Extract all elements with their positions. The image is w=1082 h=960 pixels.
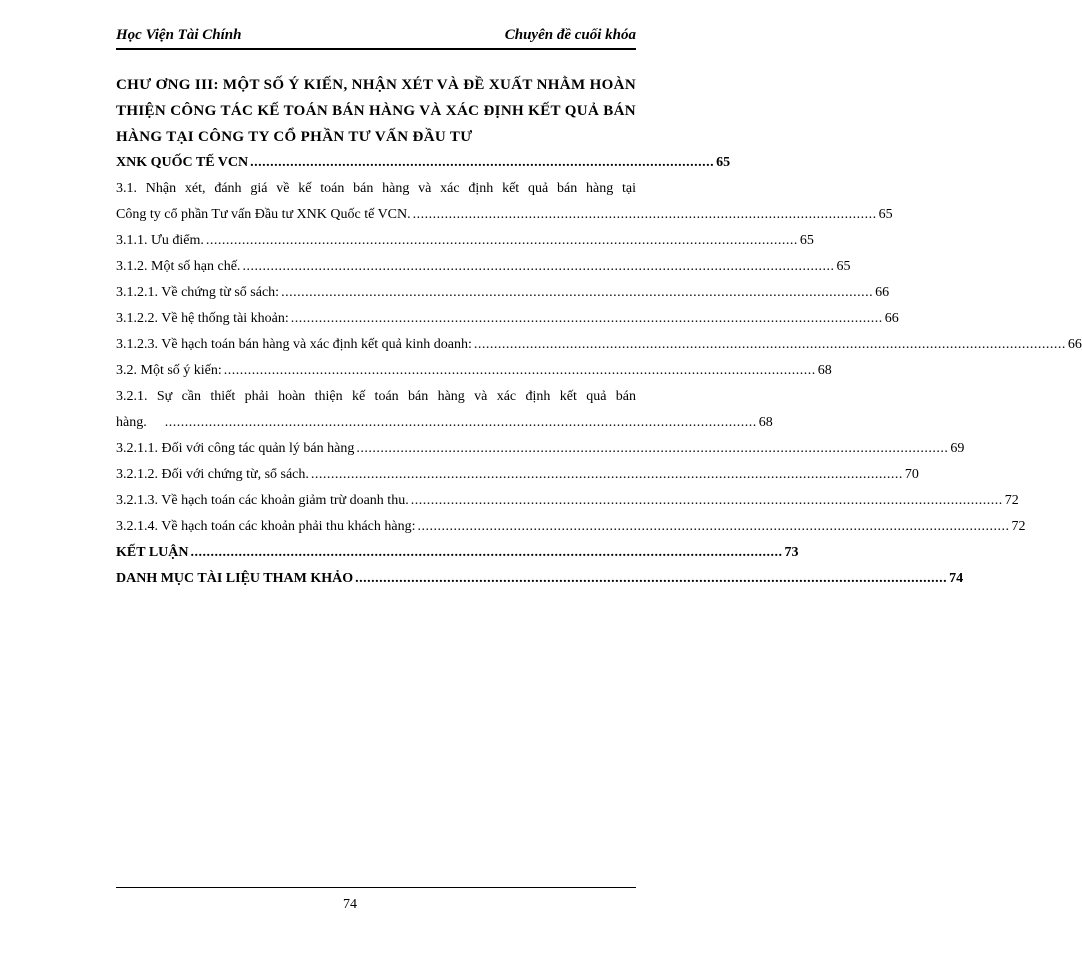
table-of-contents — [116, 72, 1082, 592]
toc-page-number: 68 — [817, 363, 832, 378]
toc-item-text: 3.2.1.4. Về hạch toán các khoản phải thu khách hàng: — [116, 519, 416, 534]
toc-item-text: 3.2.1.2. Đối với chứng từ, sổ sách. — [116, 467, 309, 482]
leader-dots: .................................................................................................................................................... — [242, 259, 835, 274]
toc-item-text: DANH MỤC TÀI LIỆU THAM KHẢO — [116, 571, 354, 586]
toc-item-3-2-1 — [116, 410, 773, 436]
page-header — [116, 24, 636, 50]
toc-item-3-1-1 — [116, 228, 814, 254]
toc-item-text: 3.2.1.3. Về hạch toán các khoản giảm trừ doanh thu. — [116, 493, 409, 508]
leader-dots: .................................................................................................................................................... — [290, 311, 883, 326]
toc-item-3-2-1-line1: 3.2.1. Sự cần thiết phải hoàn thiện kế toán bán hàng và xác định kết quả bán — [116, 389, 636, 404]
toc-item-3-2-1-2 — [116, 462, 919, 488]
toc-chapter-3-last-text: XNK QUỐC TẾ VCN — [116, 155, 249, 170]
footer-page-number: 74 — [343, 897, 357, 912]
leader-dots: .................................................................................................................................................... — [190, 545, 783, 560]
leader-dots: .................................................................................................................................................... — [410, 493, 1003, 508]
toc-item-3-1-line1: 3.1. Nhận xét, đánh giá về kế toán bán hàng và xác định kết quả bán hàng tại — [116, 181, 636, 196]
toc-page-number: 65 — [799, 233, 814, 248]
toc-item-3-1-2-2 — [116, 306, 899, 332]
toc-item-3-2-1-3 — [116, 488, 1019, 514]
leader-dots: .................................................................................................................................................... — [205, 233, 798, 248]
toc-page-number: 66 — [884, 311, 899, 326]
toc-item-3-2 — [116, 358, 832, 384]
toc-page-number: 70 — [904, 467, 919, 482]
toc-page-number: 65 — [878, 207, 893, 222]
toc-chapter-3-last-line — [116, 150, 731, 176]
toc-page-number: 72 — [1011, 519, 1026, 534]
toc-item-text: KẾT LUẬN — [116, 545, 189, 560]
leader-dots: .................................................................................................................................................... — [417, 519, 1010, 534]
toc-page-number: 65 — [836, 259, 851, 274]
toc-item-text: 3.1.2. Một số hạn chế. — [116, 259, 241, 274]
toc-item-3-1-2 — [116, 254, 851, 280]
toc-item-3-1 — [116, 202, 893, 228]
toc-item-text: Công ty cổ phần Tư vấn Đầu tư XNK Quốc tế VCN. — [116, 207, 411, 222]
toc-page-number: 72 — [1004, 493, 1019, 508]
toc-chapter-3-title: CHƯ ƠNG III: MỘT SỐ Ý KIẾN, NHẬN XÉT VÀ ĐỀ XUẤT NHẰM HOÀN THIỆN CÔNG TÁC KẾ TOÁN BÁN HÀNG VÀ XÁC ĐỊNH KẾT QUẢ BÁN HÀNG TẠI CÔNG TY CỔ PHẦN TƯ VẤN ĐẦU TƯ — [116, 77, 636, 145]
toc-page-number: 65 — [716, 155, 731, 170]
leader-dots: .................................................................................................................................................... — [355, 571, 948, 586]
leader-dots: .................................................................................................................................................... — [148, 415, 757, 430]
toc-page-number: 73 — [784, 545, 799, 560]
footer-divider — [116, 887, 636, 888]
header-document-type: Chuyên đề cuối khóa — [504, 27, 636, 43]
leader-dots: .................................................................................................................... — [412, 207, 877, 222]
leader-dots: .................................................................................................................................................... — [281, 285, 874, 300]
leader-dots: .................................................................................................................................................... — [473, 337, 1066, 352]
toc-item-3-1-2-3 — [116, 332, 1082, 358]
toc-danh-muc — [116, 566, 964, 592]
toc-item-text: hàng. — [116, 415, 147, 430]
leader-dots: .................................................................................................................................................... — [356, 441, 949, 456]
header-institution: Học Viện Tài Chính — [116, 27, 242, 43]
toc-page-number: 66 — [875, 285, 890, 300]
leader-dots: .................................................................................................................... — [250, 155, 715, 170]
leader-dots: .................................................................................................................................................... — [223, 363, 816, 378]
leader-dots: .................................................................................................................................................... — [310, 467, 903, 482]
toc-item-3-2-1-4 — [116, 514, 1026, 540]
toc-item-3-2-1-1 — [116, 436, 965, 462]
toc-page-number: 74 — [949, 571, 964, 586]
toc-item-text: 3.1.2.2. Về hệ thống tài khoản: — [116, 311, 289, 326]
toc-item-text: 3.1.1. Ưu điểm. — [116, 233, 204, 248]
toc-page-number: 68 — [758, 415, 773, 430]
toc-item-text: 3.1.2.3. Về hạch toán bán hàng và xác định kết quả kinh doanh: — [116, 337, 472, 352]
toc-item-text: 3.1.2.1. Về chứng từ sổ sách: — [116, 285, 280, 300]
toc-item-text: 3.2.1.1. Đối với công tác quản lý bán hàng — [116, 441, 355, 456]
toc-page-number: 66 — [1067, 337, 1082, 352]
toc-item-3-1-2-1 — [116, 280, 890, 306]
toc-ket-luan — [116, 540, 799, 566]
toc-item-text: 3.2. Một số ý kiến: — [116, 363, 222, 378]
toc-page-number: 69 — [950, 441, 965, 456]
